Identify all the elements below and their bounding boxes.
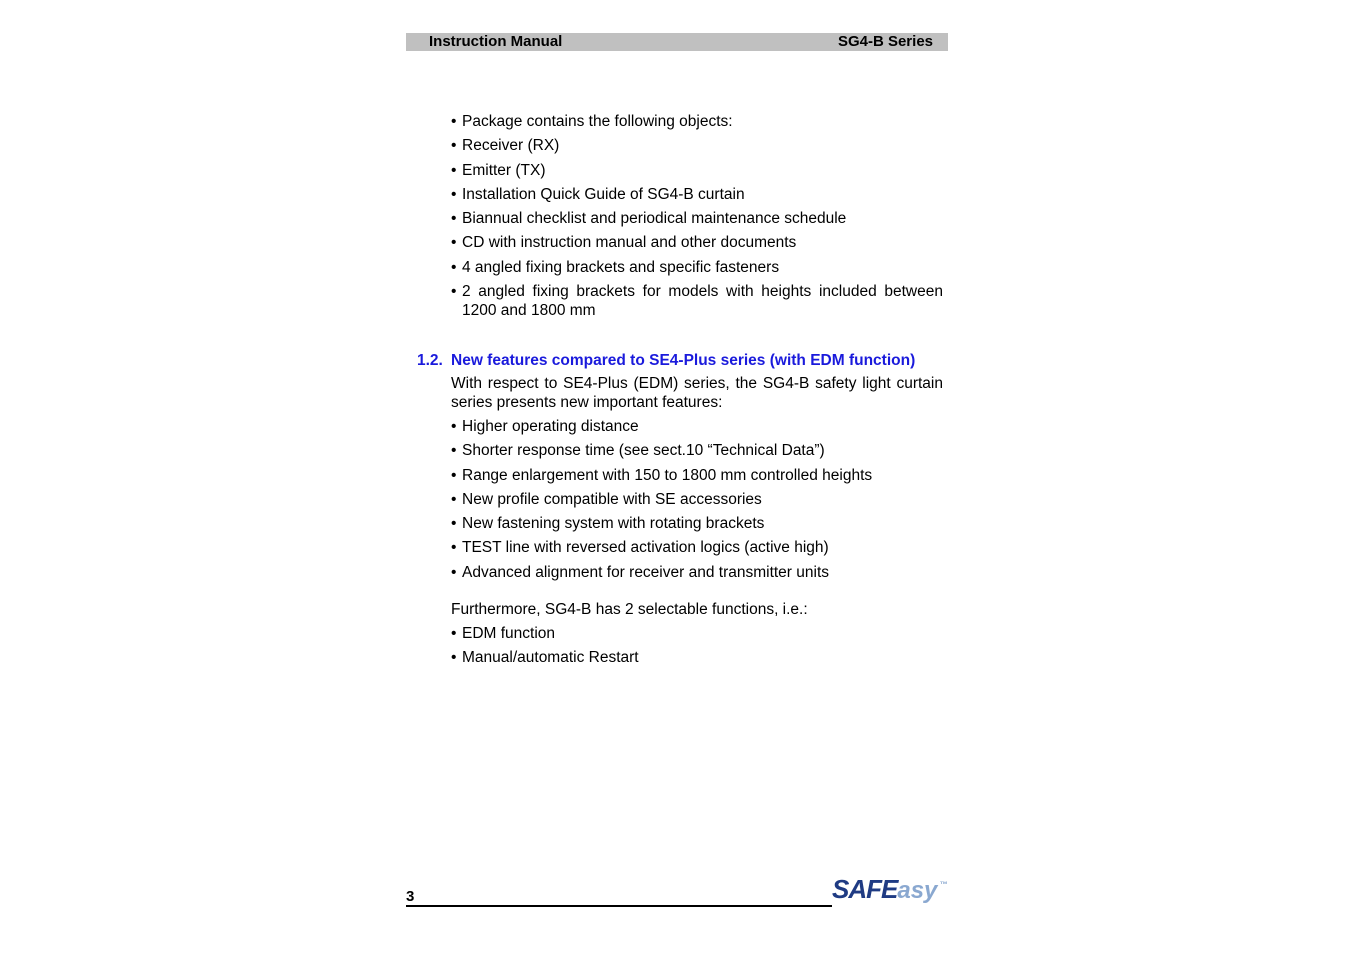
bullet-icon: •: [451, 161, 457, 179]
package-contents-list: [451, 112, 943, 325]
list-item: • Advanced alignment for receiver and transmitter units: [451, 563, 830, 581]
list-item: • EDM function: [451, 625, 556, 642]
bullet-icon: •: [451, 563, 457, 581]
list-item: • 4 angled fixing brackets and specific fasteners: [451, 258, 780, 276]
list-item: • Installation Quick Guide of SG4-B curtain: [451, 185, 745, 203]
bullet-icon: •: [451, 234, 457, 252]
bullet-icon: •: [451, 490, 457, 508]
list-item: • Biannual checklist and periodical maintenance schedule: [451, 210, 847, 228]
list-item: • Emitter (TX): [451, 161, 546, 179]
bullet-icon: •: [451, 210, 457, 228]
list-item: • CD with instruction manual and other documents: [451, 234, 797, 252]
page-header: [406, 33, 948, 51]
list-item: • Higher operating distance: [451, 418, 639, 435]
bullet-icon: •: [451, 137, 457, 155]
features-list: [451, 417, 943, 587]
list-item: • 2 angled fixing brackets for models with heights included between 1200 and 1800 mm: [451, 283, 943, 320]
header-title: Instruction Manual: [429, 33, 563, 50]
list-item: • Range enlargement with 150 to 1800 mm controlled heights: [451, 466, 873, 484]
header-series: SG4-B Series: [837, 33, 933, 50]
bullet-icon: •: [451, 185, 457, 203]
bullet-icon: •: [451, 515, 457, 533]
functions-list: [451, 624, 943, 673]
bullet-icon: •: [451, 442, 457, 460]
safeasy-logo: SAFEasy ™: [832, 874, 948, 904]
list-item: • New profile compatible with SE accessories: [451, 490, 762, 508]
section-number: 1.2.: [417, 352, 443, 369]
list-item: • New fastening system with rotating brackets: [451, 515, 765, 533]
bullet-icon: •: [451, 113, 457, 130]
list-item: • Manual/automatic Restart: [451, 649, 639, 667]
bullet-icon: •: [451, 258, 457, 276]
bullet-icon: •: [451, 283, 457, 301]
bullet-icon: •: [451, 625, 457, 642]
bullet-icon: •: [451, 418, 457, 435]
page-number: 3: [406, 888, 415, 905]
bullet-icon: •: [451, 466, 457, 484]
bullet-icon: •: [451, 539, 457, 557]
furthermore-paragraph: Furthermore, SG4-B has 2 selectable functions, i.e.:: [451, 601, 808, 618]
footer-divider: [406, 905, 832, 907]
list-item: • TEST line with reversed activation logics (active high): [451, 539, 829, 557]
list-item: • Shorter response time (see sect.10 “Technical Data”): [451, 442, 825, 460]
list-item: • Receiver (RX): [451, 137, 560, 155]
section-title: New features compared to SE4-Plus series (with EDM function): [451, 352, 916, 369]
bullet-icon: •: [451, 649, 457, 667]
section-intro: With respect to SE4-Plus (EDM) series, the SG4-B safety light curtain series presents new important features:: [451, 375, 943, 411]
list-item: • Package contains the following objects:: [451, 113, 733, 130]
